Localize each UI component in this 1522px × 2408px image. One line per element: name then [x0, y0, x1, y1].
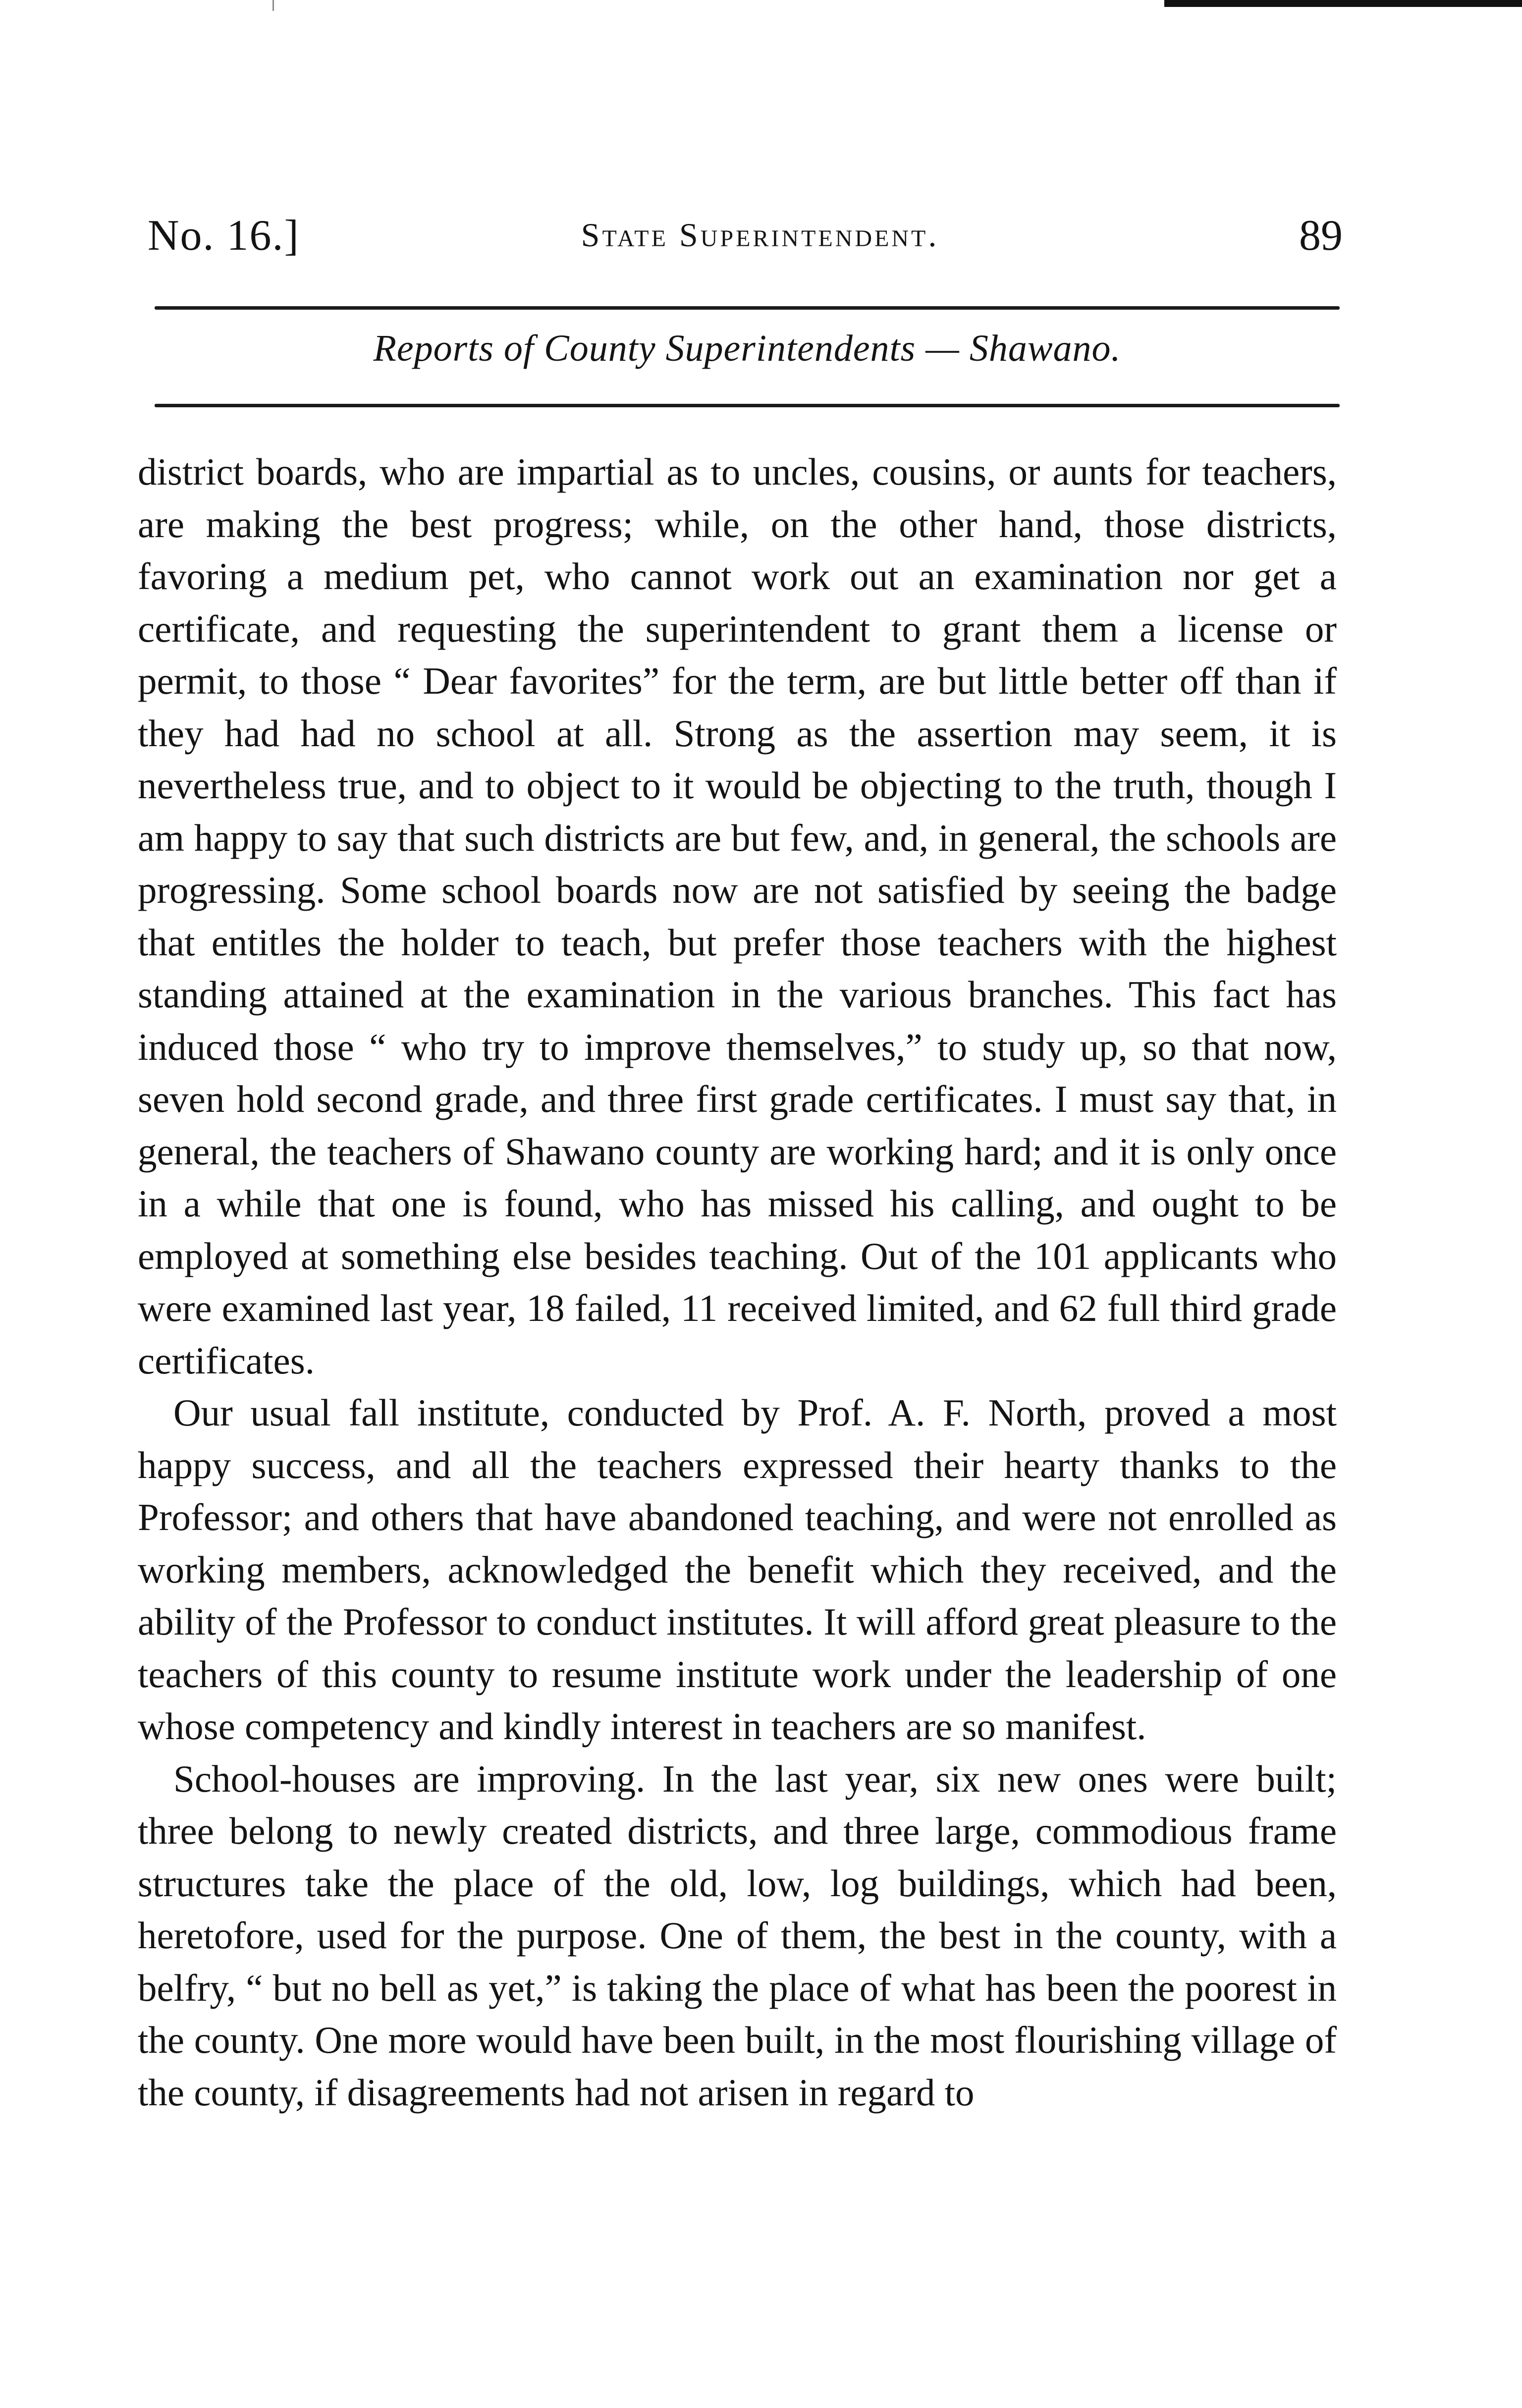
- page-header: [148, 211, 1343, 265]
- scan-edge-mark: [1164, 0, 1522, 7]
- paragraph-1: district boards, who are impartial as to uncles, cousins, or aunts for teachers, are making the best progress; while, on the other hand, those districts, favoring a medium pet, who cannot work out an examination nor get a certificate, and requesting the superintendent to grant them a license or permit, to those “ Dear favorites” for the term, are but little better off than if they had had no school at all. Strong as the assertion may seem, it is nevertheless true, and to object to it would be objecting to the truth, though I am happy to say that such districts are but few, and, in general, the schools are progressing. Some school boards now are not satisfied by seeing the badge that entitles the holder to teach, but prefer those teachers with the highest standing attained at the examination in the various branches. This fact has induced those “ who try to improve themselves,” to study up, so that now, seven hold second grade, and three first grade certificates. I must say that, in general, the teachers of Shawano county are working hard; and it is only once in a while that one is found, who has missed his calling, and ought to be employed at something else besides teaching. Out of the 101 applicants who were examined last year, 18 failed, 11 received limited, and 62 full third grade certificates.: [138, 450, 1337, 1382]
- section-subhead: Reports of County Superintendents — Shawano.: [373, 328, 1121, 369]
- page-number: 89: [1299, 212, 1343, 260]
- header-rule-top: [155, 306, 1340, 310]
- paragraph-3: School-houses are improving. In the last year, six new ones were built; three belong to newly created districts, and three large, commodious frame structures take the place of the old, low, log buildings, which had been, heretofore, used for the purpose. One of them, the best in the county, with a belfry, “ but no bell as yet,” is taking the place of what has been the poorest in the county. One more would have been built, in the most flourishing village of the county, if disagreements had not arisen in regard to: [138, 1757, 1337, 2114]
- paragraph-2: Our usual fall institute, conducted by Prof. A. F. North, proved a most happy success, and all the teachers expressed their hearty thanks to the Professor; and others that have abandoned teaching, and were not enrolled as working members, acknowledged the benefit which they received, and the ability of the Professor to conduct institutes. It will afford great pleasure to the teachers of this county to resume institute work under the leadership of one whose competency and kindly interest in teachers are so manifest.: [138, 1391, 1337, 1748]
- running-head: State Superintendent.: [581, 216, 939, 254]
- header-rule-bottom: [155, 404, 1340, 407]
- document-number: No. 16.]: [148, 212, 300, 260]
- body-text: [138, 446, 1337, 2119]
- scan-tick-mark: [272, 0, 274, 11]
